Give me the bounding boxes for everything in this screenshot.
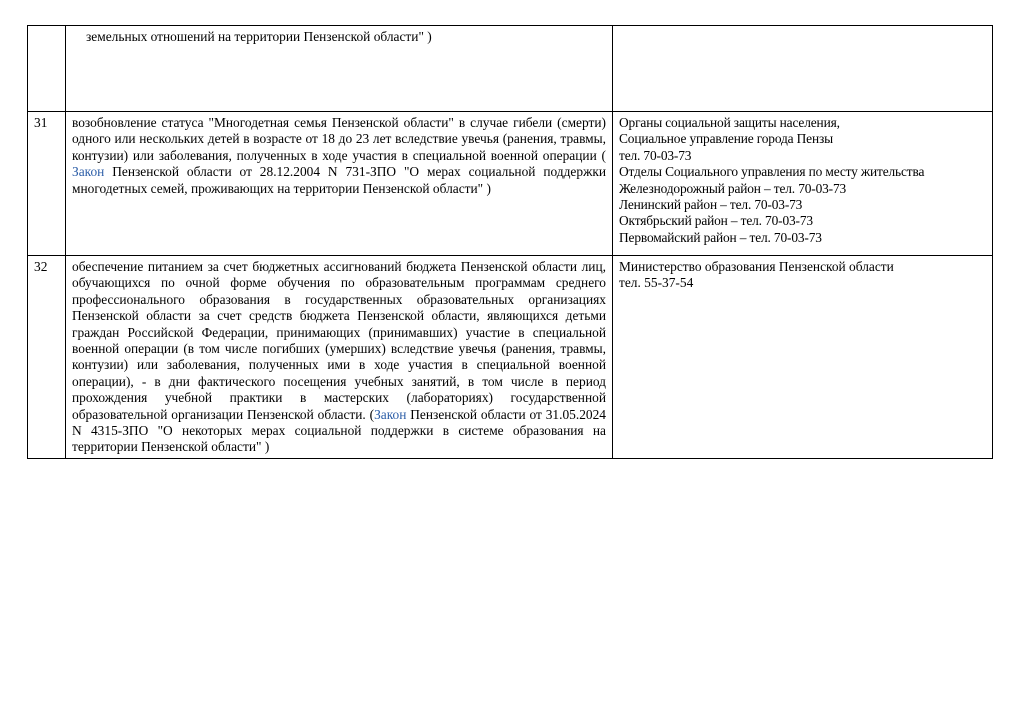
- contact-phone: тел. 70-03-73: [619, 147, 692, 163]
- row-number-cell: [28, 256, 66, 459]
- contact-line: Первомайский район – тел. 70-03-73: [619, 229, 822, 245]
- benefit-description-cell: [66, 112, 613, 256]
- benefit-description-cell: [66, 26, 613, 112]
- law-reference: Пензенской области от 28.12.2004 N 731-ЗПО "О мерах социальной поддержки многодетных семей, проживающих на территории Пензенской области" ): [72, 164, 606, 196]
- table-row: [28, 26, 993, 112]
- contact-line: Железнодорожный район – тел. 70-03-73: [619, 180, 847, 196]
- table-row: [28, 256, 993, 459]
- contact-phone: тел. 55-37-54: [619, 275, 694, 291]
- contact-line: Октябрьский район – тел. 70-03-73: [619, 213, 813, 229]
- law-reference: Пензенской области от 31.05.2024 N 4315-ЗПО "О некоторых мерах социальной поддержки в системе образования на территории Пензенской области" ): [72, 406, 606, 455]
- contact-line: Ленинский район – тел. 70-03-73: [619, 197, 803, 213]
- benefit-description-cell: [66, 256, 613, 459]
- row-number-cell: [28, 26, 66, 112]
- law-link[interactable]: Закон: [72, 164, 105, 180]
- contact-line: Отделы Социального управления по месту жительства: [619, 164, 925, 180]
- row-number: 31: [34, 115, 48, 130]
- contact-line: Министерство образования Пензенской области: [619, 259, 894, 274]
- benefit-description: возобновление статуса "Многодетная семья Пензенской области" в случае гибели (смерти) одного или нескольких детей в возрасте от 18 до 23 лет вследствие увечья (ранения, травмы, контузии) или заболевания, полученных в ходе участия в специальной военной операции (: [72, 115, 606, 163]
- row-number-cell: [28, 112, 66, 256]
- benefit-description: земельных отношений на территории Пензенской области" ): [86, 29, 432, 44]
- contact-cell: [613, 256, 993, 459]
- benefits-table: [27, 25, 993, 459]
- row-number: 32: [34, 259, 48, 274]
- table-row: [28, 112, 993, 256]
- contact-cell: [613, 112, 993, 256]
- contact-line: Органы социальной защиты населения,: [619, 115, 840, 130]
- contact-cell: [613, 26, 993, 112]
- contact-line: Социальное управление города Пензы: [619, 131, 833, 147]
- law-link[interactable]: Закон: [374, 406, 407, 422]
- benefit-description: обеспечение питанием за счет бюджетных ассигнований бюджета Пензенской области лиц, обучающихся по очной форме обучения по образовательным программам среднего профессионального образования в государственных образовательных организациях Пензенской области за счет средств бюджета Пензенской области, являющихся детьми граждан Российской Федерации, принимающих (принимавших) участие в специальной военной операции (в том числе погибших (умерших) вследствие увечья (ранения, травмы, контузии) или заболевания, полученных ими в ходе участия в специальной военной операции), - в дни фактического посещения учебных занятий, в том числе в период прохождения учебной практики в мастерских (лабораториях) государственной образовательной организации Пензенской области. (: [72, 259, 606, 422]
